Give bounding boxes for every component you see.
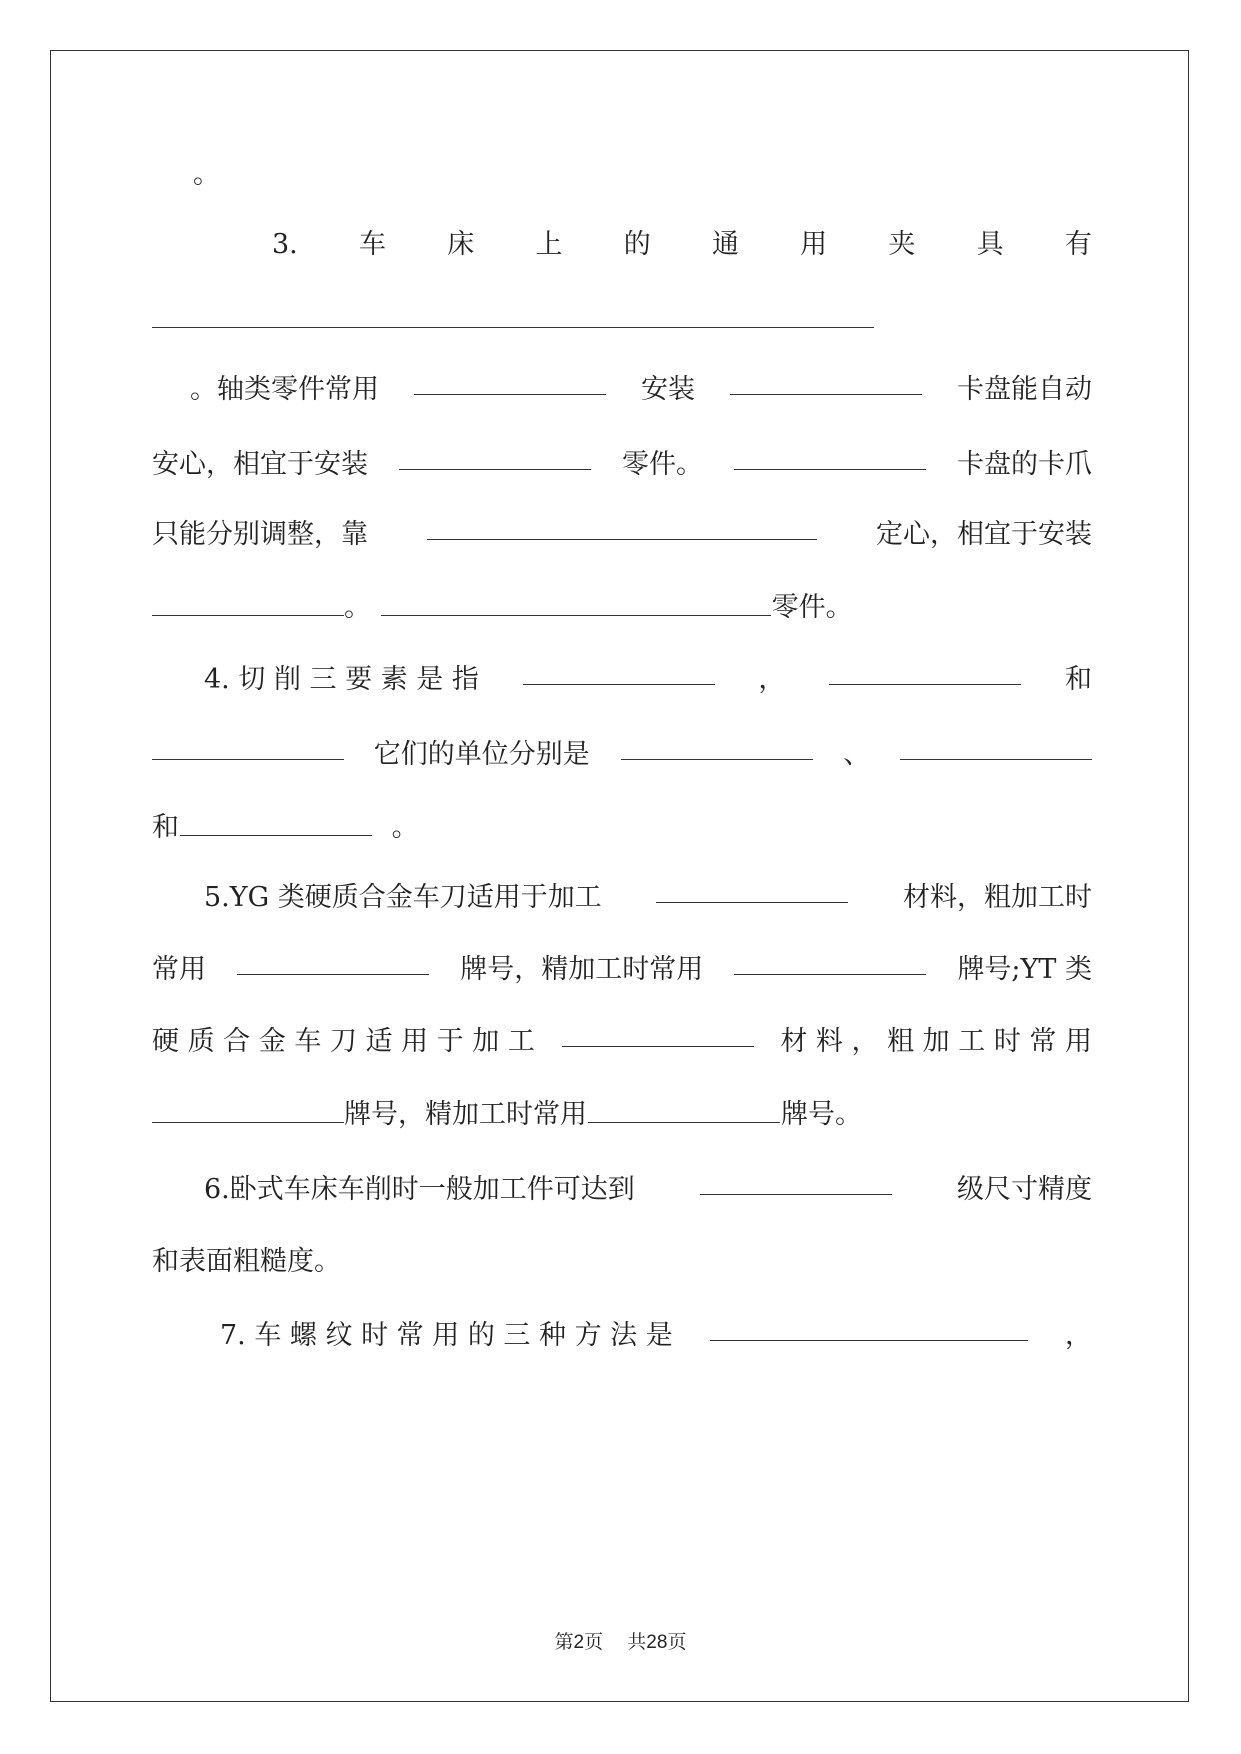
blank-field[interactable] (829, 660, 1021, 685)
blank-field[interactable] (734, 950, 926, 975)
page-footer (0, 1630, 1241, 1655)
blank-field[interactable] (734, 445, 926, 470)
question-4 (152, 660, 1092, 700)
footer-text: 第 (554, 1631, 574, 1653)
text: 定心，相宜于安装 (876, 519, 1092, 550)
text: ， (1064, 1320, 1092, 1351)
text: 和 (1064, 664, 1092, 695)
blank-field[interactable] (700, 1170, 892, 1195)
question-3-heading (272, 225, 1092, 265)
text: 上 (535, 229, 563, 260)
footer-text: 页 共 (584, 1631, 647, 1653)
text: 常用 (152, 954, 206, 985)
line-9 (152, 735, 1092, 775)
blank-field[interactable] (381, 591, 771, 616)
total-pages-number: 28 (646, 1632, 668, 1653)
line-13 (152, 1022, 1092, 1062)
text: 床 (447, 229, 475, 260)
text: 6.卧式车床车削时一般加工件可达到 (204, 1174, 635, 1205)
blank-field[interactable] (237, 950, 429, 975)
text: 牌号，精加工时常用 (344, 1099, 587, 1130)
text: 5.YG 类硬质合金车刀适用于加工 (204, 882, 602, 913)
text: 它们的单位分别是 (373, 739, 590, 770)
text: 、 (843, 739, 871, 770)
blank-field[interactable] (523, 660, 715, 685)
line-16 (152, 1242, 1092, 1282)
text: 夹 (888, 229, 916, 260)
line-4 (152, 370, 1092, 410)
blank-field[interactable] (656, 878, 848, 903)
line-3 (152, 300, 1092, 340)
text: 通 (711, 229, 739, 260)
text: 。轴类零件常用 (190, 374, 379, 405)
blank-field[interactable] (152, 735, 344, 760)
line-12 (152, 950, 1092, 990)
text: 。 (391, 812, 419, 843)
text: 车 (359, 229, 386, 260)
text: 和表面粗糙度。 (152, 1246, 341, 1277)
blank-field[interactable] (588, 1098, 780, 1123)
line-6 (152, 515, 1092, 555)
text: ， (758, 664, 786, 695)
question-5 (152, 878, 1092, 918)
blank-field[interactable] (152, 1098, 344, 1123)
line-7 (152, 588, 1092, 628)
text: 的 (623, 229, 651, 260)
blank-field[interactable] (710, 1316, 1028, 1341)
blank-field[interactable] (180, 811, 372, 836)
text: 硬 质 合 金 车 刀 适 用 于 加 工 (152, 1026, 535, 1057)
line-14 (152, 1095, 1092, 1135)
line-10 (152, 808, 1092, 848)
blank-field[interactable] (152, 591, 344, 616)
text: 和 (152, 812, 179, 843)
blank-field[interactable] (414, 370, 606, 395)
text: 。 (193, 159, 220, 190)
footer-text: 页 (667, 1631, 687, 1653)
text: 卡盘的卡爪 (957, 449, 1092, 480)
blank-field[interactable] (621, 735, 813, 760)
text: 安心，相宜于安装 (152, 449, 368, 480)
text: 牌号，精加工时常用 (460, 954, 704, 985)
text: 用 (800, 229, 828, 260)
page-border (50, 50, 1189, 1702)
text: 7. 车 螺 纹 时 常 用 的 三 种 方 法 是 (220, 1320, 673, 1351)
text: 。 (344, 592, 371, 623)
blank-field[interactable] (562, 1022, 754, 1047)
question-number: 3. (272, 229, 298, 260)
text: 4. 切 削 三 要 素 是 指 (204, 664, 479, 695)
text: 材 料 ， 粗 加 工 时 常 用 (780, 1026, 1092, 1057)
blank-field[interactable] (900, 735, 1092, 760)
text: 零件。 (622, 449, 703, 480)
question-6 (152, 1170, 1092, 1210)
line-5 (152, 445, 1092, 485)
text: 级尺寸精度 (956, 1174, 1092, 1205)
text: 牌号。 (781, 1099, 862, 1130)
text: 卡盘能自动 (957, 374, 1092, 405)
text: 只能分别调整，靠 (152, 519, 368, 550)
text: 材料，粗加工时 (903, 882, 1092, 913)
current-page-number: 2 (573, 1632, 585, 1653)
text: 有 (1064, 229, 1092, 260)
question-7 (152, 1316, 1092, 1356)
blank-field[interactable] (427, 515, 817, 540)
blank-field[interactable] (730, 370, 922, 395)
blank-field[interactable] (152, 303, 874, 328)
blank-field[interactable] (399, 445, 591, 470)
text: 牌号;YT 类 (957, 954, 1092, 985)
text: 具 (976, 229, 1004, 260)
line-1 (152, 155, 1092, 195)
text: 零件。 (771, 592, 853, 623)
text: 安装 (641, 374, 695, 405)
